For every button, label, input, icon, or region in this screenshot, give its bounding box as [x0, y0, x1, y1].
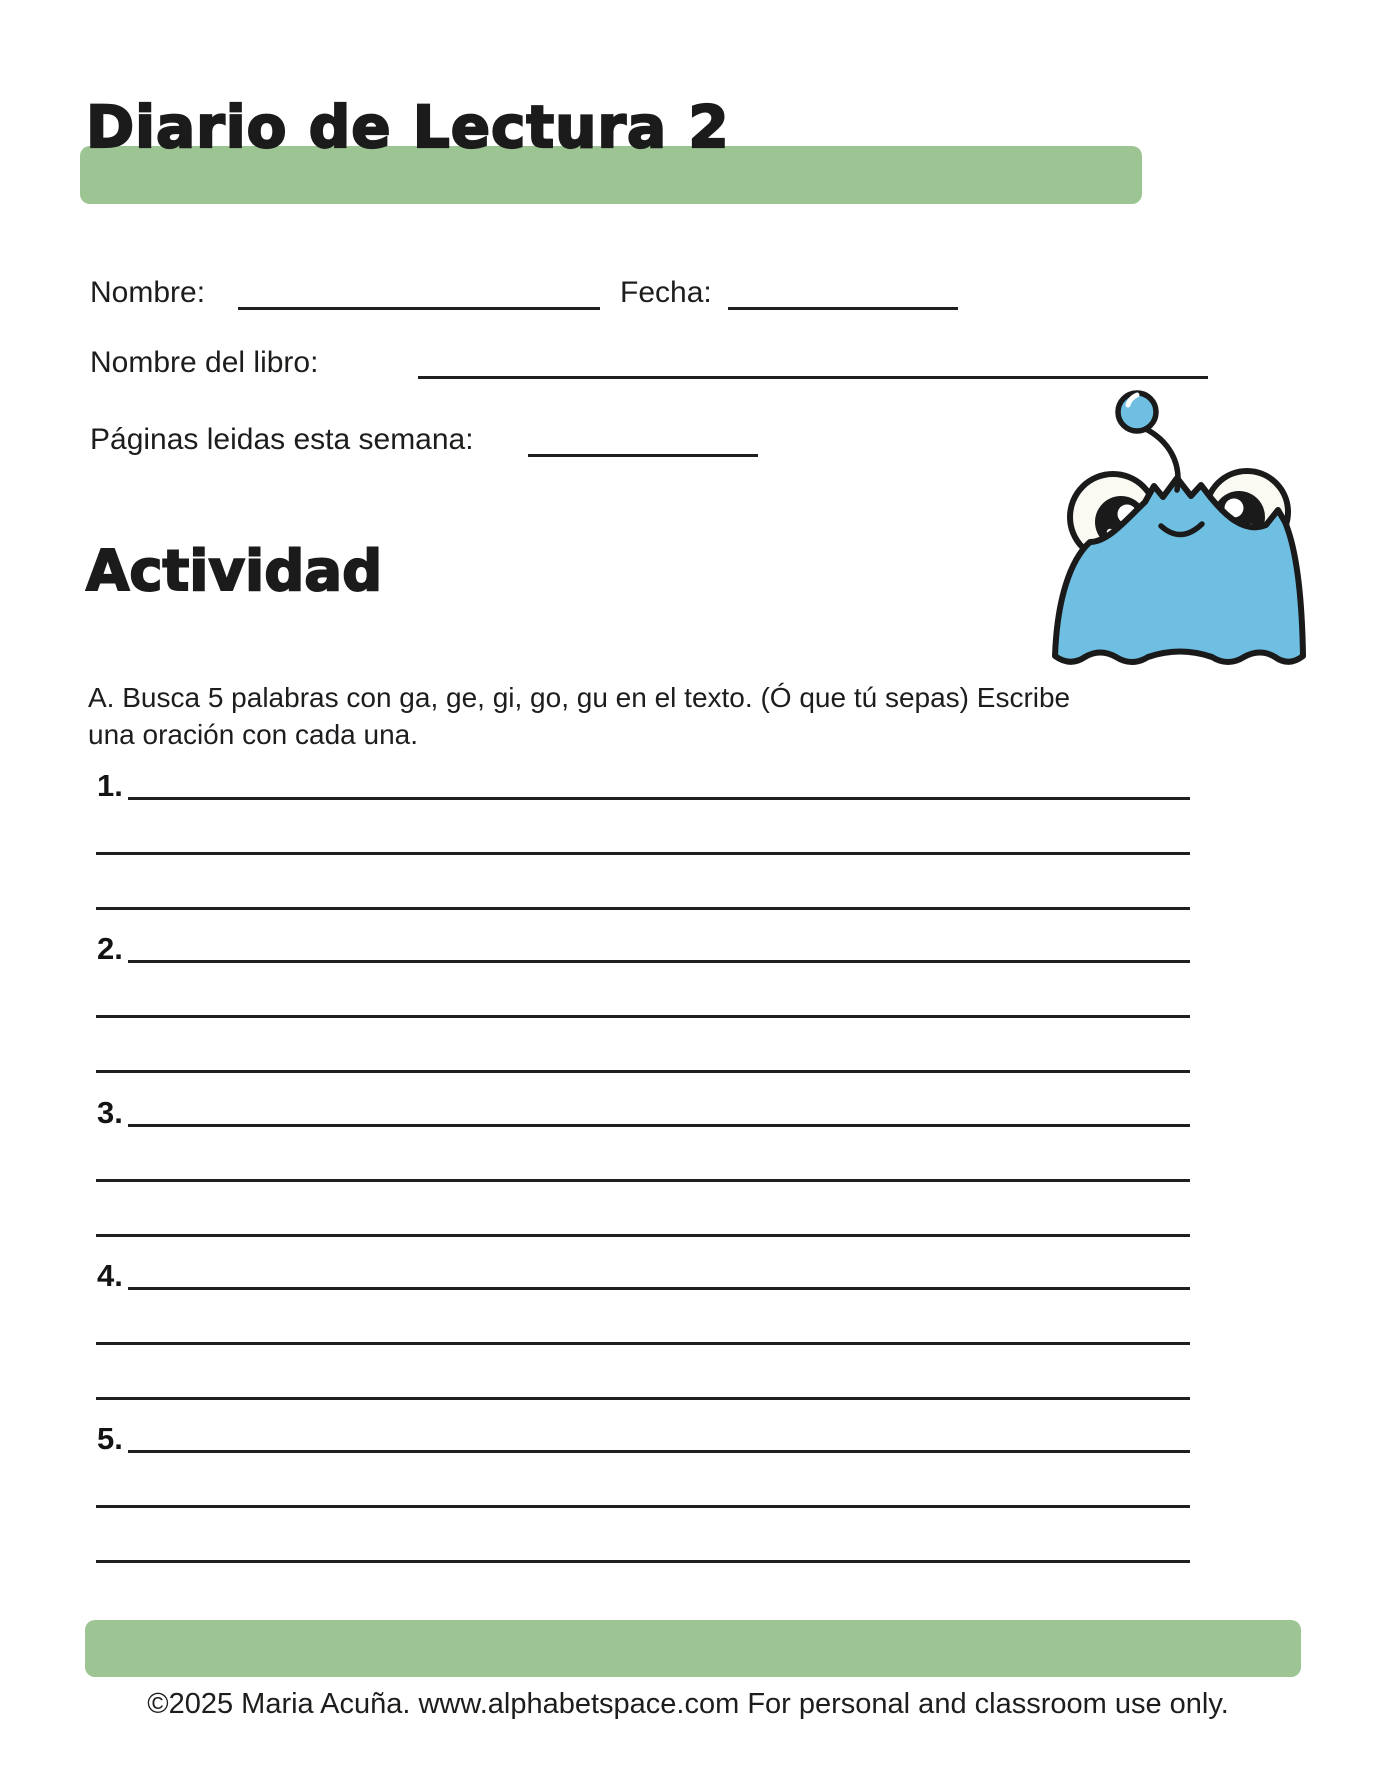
- item-5-write-line-3[interactable]: [96, 1560, 1190, 1563]
- instruction-line-2: una oración con cada una.: [88, 719, 419, 750]
- nombre-label: Nombre:: [90, 276, 206, 309]
- item-1-write-line-1[interactable]: [128, 797, 1190, 800]
- item-4-write-line-3[interactable]: [96, 1397, 1190, 1400]
- monster-svg: [1030, 340, 1330, 670]
- item-4-write-line-2[interactable]: [96, 1342, 1190, 1345]
- item-5-number: 5.: [97, 1421, 123, 1456]
- item-2-write-line-1[interactable]: [128, 960, 1190, 963]
- item-5-write-line-2[interactable]: [96, 1505, 1190, 1508]
- fecha-label: Fecha:: [620, 276, 712, 309]
- item-1-number: 1.: [97, 768, 123, 803]
- item-1-write-line-3[interactable]: [96, 907, 1190, 910]
- paginas-fill-line[interactable]: [528, 454, 758, 457]
- item-3-write-line-2[interactable]: [96, 1179, 1190, 1182]
- activity-heading: Actividad: [86, 539, 383, 604]
- paginas-label: Páginas leidas esta semana:: [90, 423, 474, 456]
- item-3-write-line-1[interactable]: [128, 1124, 1190, 1127]
- page-title: Diario de Lectura 2: [86, 93, 730, 161]
- monster-illustration: [1030, 340, 1330, 670]
- monster-antenna-ball: [1118, 393, 1156, 431]
- item-5-write-line-1[interactable]: [128, 1450, 1190, 1453]
- item-4-write-line-1[interactable]: [128, 1287, 1190, 1290]
- fecha-fill-line[interactable]: [728, 307, 958, 310]
- item-4-number: 4.: [97, 1258, 123, 1293]
- nombre-fill-line[interactable]: [238, 307, 600, 310]
- item-1-write-line-2[interactable]: [96, 852, 1190, 855]
- footer-highlight-bar: [85, 1620, 1301, 1677]
- instruction-line-1: A. Busca 5 palabras con ga, ge, gi, go, gu en el texto. (Ó que tú sepas) Escribe: [88, 682, 1071, 713]
- item-2-write-line-2[interactable]: [96, 1015, 1190, 1018]
- item-3-write-line-3[interactable]: [96, 1234, 1190, 1237]
- footer-text: ©2025 Maria Acuña. www.alphabetspace.com For personal and classroom use only.: [147, 1688, 1229, 1720]
- item-3-number: 3.: [97, 1095, 123, 1130]
- libro-label: Nombre del libro:: [90, 346, 319, 379]
- item-2-number: 2.: [97, 931, 123, 966]
- item-2-write-line-3[interactable]: [96, 1070, 1190, 1073]
